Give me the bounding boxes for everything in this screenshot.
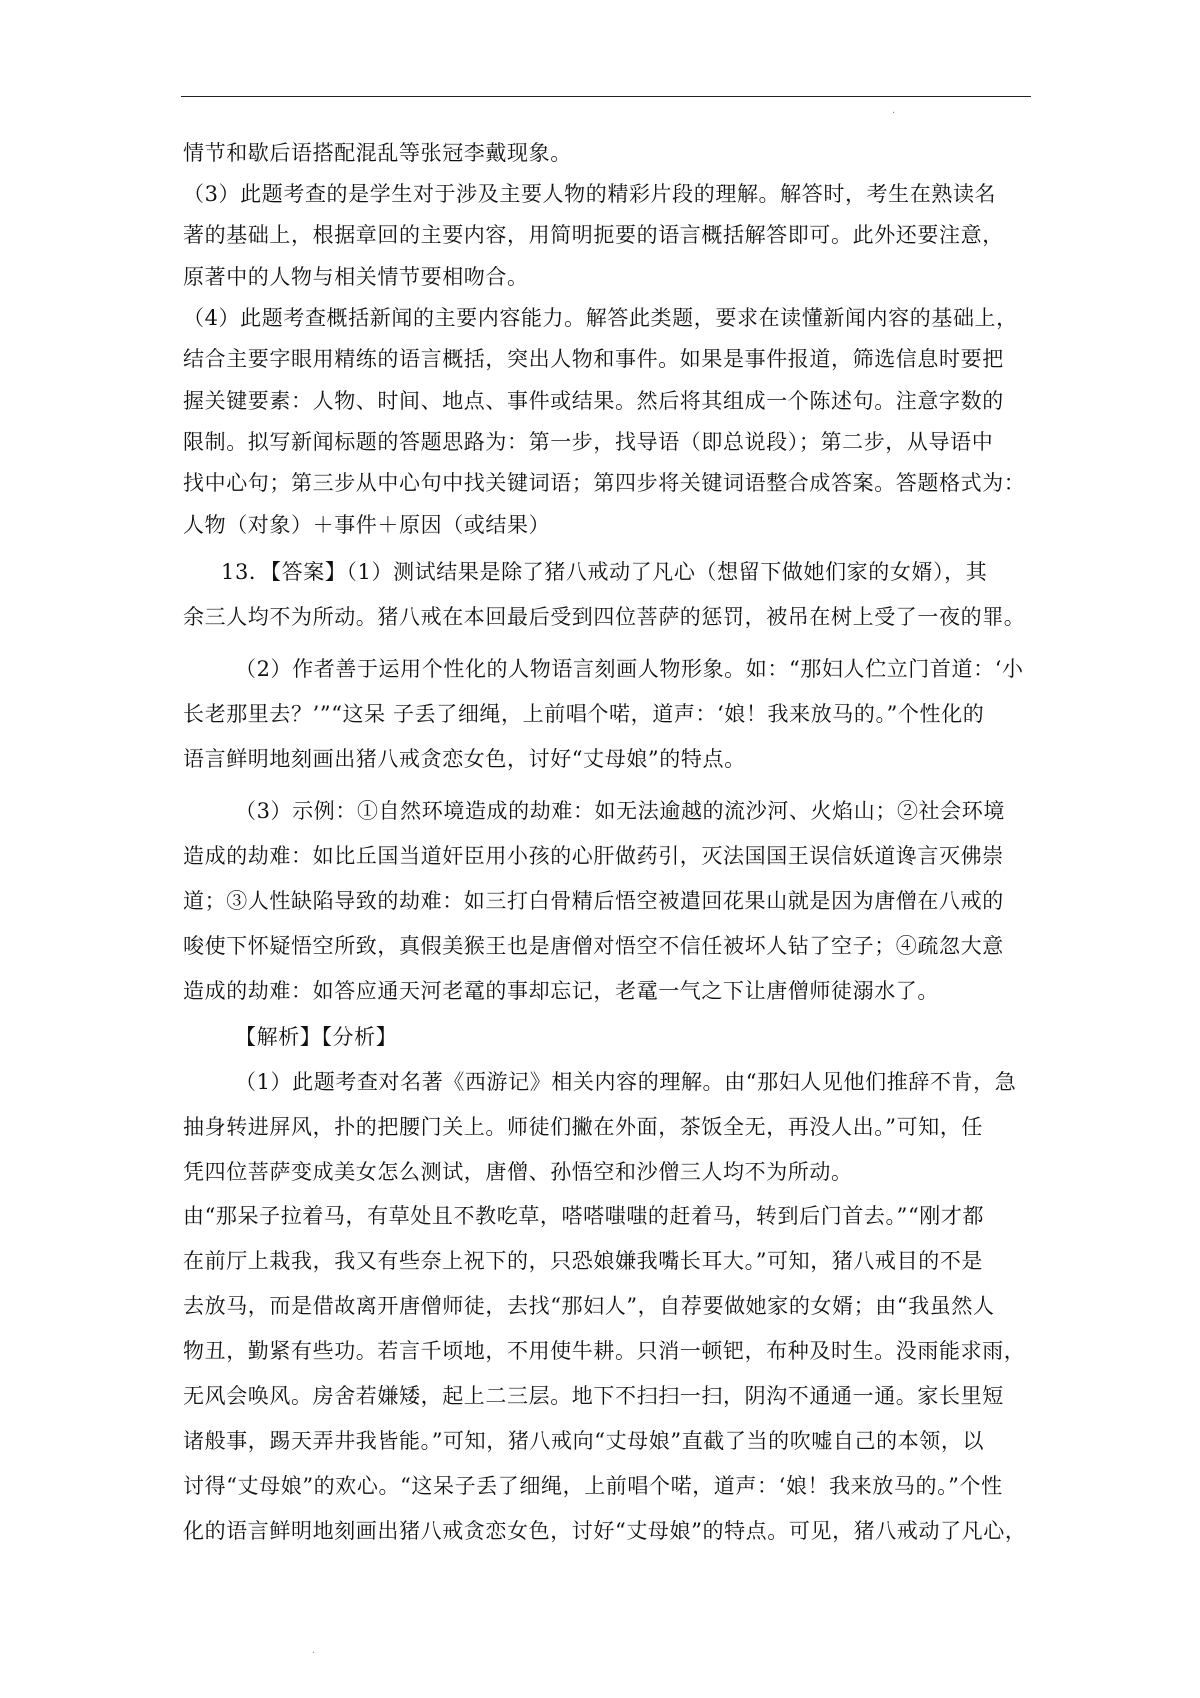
text-line: 余三人均不为所动。猪八戒在本回最后受到四位菩萨的惩罚，被吊在树上受了一夜的罪。 xyxy=(183,605,1026,629)
text-line: 著的基础上，根据章回的主要内容，用简明扼要的语言概括解答即可。此外还要注意， xyxy=(183,223,1004,247)
text-line: 诸般事，踢天弄井我皆能。”可知，猪八戒向“丈母娘”直截了当的吹嘘自己的本领，以 xyxy=(183,1429,985,1453)
text-line: 结合主要字眼用精练的语言概括，突出人物和事件。如果是事件报道，筛选信息时要把 xyxy=(183,347,1004,371)
answer-heading-line: 13．【答案】（1）测试结果是除了猪八戒动了凡心（想留下做她们家的女婿），其 xyxy=(221,560,988,584)
analysis-heading-line: 【解析】【分析】 xyxy=(235,1025,398,1049)
text-line: 化的语言鲜明地刻画出猪八戒贪恋女色，讨好“丈母娘”的特点。可见，猪八戒动了凡心， xyxy=(183,1519,1027,1543)
text-line: 无风会唤风。房舍若嫌矮，起上二三层。地下不扫扫一扫，阴沟不通通一通。家长里短 xyxy=(183,1384,1004,1408)
text-line: 人物（对象）＋事件＋原因（或结果） xyxy=(183,513,551,537)
text-line: 在前厅上栽我，我又有些奈上祝下的，只恐娘嫌我嘴长耳大。”可知，猪八戒目的不是 xyxy=(183,1249,984,1273)
text-line: 凭四位菩萨变成美女怎么测试，唐僧、孙悟空和沙僧三人均不为所动。 xyxy=(183,1160,853,1184)
text-line: 原著中的人物与相关情节要相吻合。 xyxy=(183,265,529,289)
text-line: 造成的劫难：如比丘国当道奸臣用小孩的心肝做药引，灭法国国王误信妖道谗言灭佛崇 xyxy=(183,844,1004,868)
text-line: 唆使下怀疑悟空所致，真假美猴王也是唐僧对悟空不信任被坏人钻了空子；④疏忽大意 xyxy=(183,934,1004,958)
text-line: 由“那呆子拉着马，有草处且不教吃草，嗒嗒嗤嗤的赶着马，转到后门首去。”“刚才都 xyxy=(183,1204,985,1228)
text-line: 情节和歇后语搭配混乱等张冠李戴现象。 xyxy=(183,141,572,165)
text-line: 抽身转进屏风，扑的把腰门关上。师徒们撇在外面，茶饭全无，再没人出。”可知，任 xyxy=(183,1115,984,1139)
text-line: 讨得“丈母娘”的欢心。“这呆子丢了细绳，上前唱个喏，道声：‘娘！我来放马的。”个性 xyxy=(183,1474,1003,1498)
text-line: （4）此题考查概括新闻的主要内容能力。解答此类题，要求在读懂新闻内容的基础上， xyxy=(183,306,1018,330)
text-line: （2）作者善于运用个性化的人物语言刻画人物形象。如：“那妇人伫立门首道：‘小 xyxy=(235,657,1024,681)
text-line: （3）示例：①自然环境造成的劫难：如无法逾越的流沙河、火焰山；②社会环境 xyxy=(235,799,1005,823)
text-line: 长老那里去？’”“这呆 子丢了细绳，上前唱个喏，道声：‘娘！我来放马的。”个性化的 xyxy=(183,702,985,726)
text-line: 造成的劫难：如答应通天河老鼋的事却忘记，老鼋一气之下让唐僧师徒溺水了。 xyxy=(183,979,939,1003)
text-line: （3）此题考查的是学生对于涉及主要人物的精彩片段的理解。解答时，考生在熟读名 xyxy=(183,182,997,206)
text-line: 握关键要素：人物、时间、地点、事件或结果。然后将其组成一个陈述句。注意字数的 xyxy=(183,389,1004,413)
scan-dot-bottom: · xyxy=(312,1648,316,1659)
text-line: 去放马，而是借故离开唐僧师徒，去找“那妇人”，自荐要做她家的女婿；由“我虽然人 xyxy=(183,1294,995,1318)
header-rule xyxy=(181,96,1031,97)
text-line: （1）此题考查对名著《西游记》相关内容的理解。由“那妇人见他们推辞不肯，急 xyxy=(235,1070,1017,1094)
text-line: 限制。拟写新闻标题的答题思路为：第一步，找导语（即总说段）；第二步，从导语中 xyxy=(183,430,994,454)
scan-dot: · xyxy=(892,108,896,119)
text-line: 语言鲜明地刻画出猪八戒贪恋女色，讨好“丈母娘”的特点。 xyxy=(183,747,746,771)
text-line: 道；③人性缺陷导致的劫难：如三打白骨精后悟空被遣回花果山就是因为唐僧在八戒的 xyxy=(183,889,1004,913)
text-line: 物丑，勤紧有些功。若言千顷地，不用使牛耕。只消一顿钯，布种及时生。没雨能求雨， xyxy=(183,1339,1026,1363)
text-line: 找中心句；第三步从中心句中找关键词语；第四步将关键词语整合成答案。答题格式为： xyxy=(183,471,1026,495)
